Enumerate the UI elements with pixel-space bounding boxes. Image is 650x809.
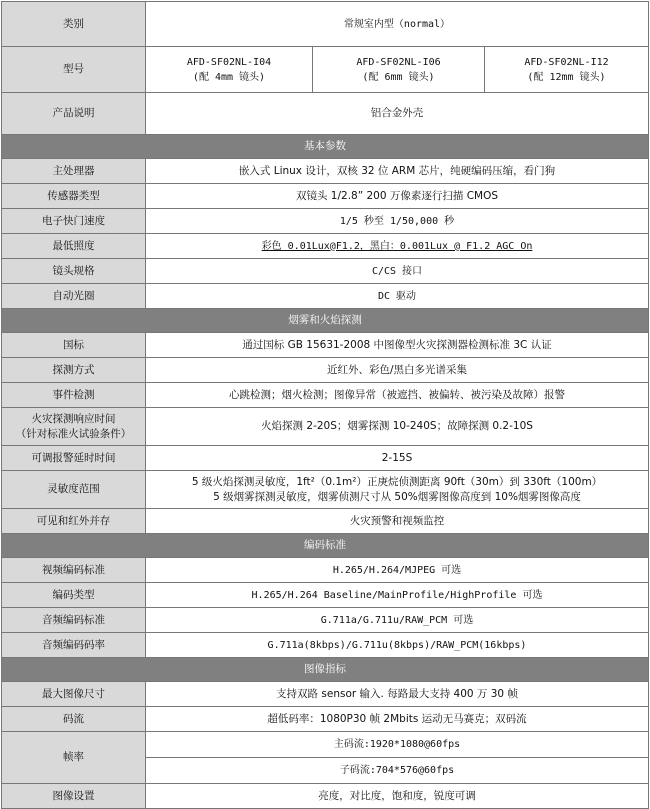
sensitivity-smoke: 5 级烟雾探测灵敏度，烟雾侦测尺寸从 50%烟雾图像高度到 10%烟雾图像高度 — [213, 490, 581, 503]
method-label: 探测方式 — [2, 358, 146, 383]
row-video-std — [2, 558, 649, 583]
processor-value: 嵌入式 Linux 设计，双核 32 位 ARM 芯片，纯硬编码压缩，看门狗 — [146, 159, 649, 184]
model-lens: (配 4mm 镜头) — [192, 71, 266, 83]
response-value: 火焰探测 2-20S；烟雾探测 10-240S；故障探测 0.2-10S — [146, 408, 649, 446]
response-label-line: 火灾探测响应时间 — [31, 412, 116, 425]
model-cell-1 — [146, 47, 313, 93]
model-name: AFD-SF02NL-I12 — [524, 56, 609, 68]
row-sensitivity — [2, 471, 649, 509]
sensor-value: 双镜头 1/2.8” 200 万像素逐行扫描 CMOS — [146, 184, 649, 209]
model-cell-3 — [485, 47, 649, 93]
model-lens: (配 6mm 镜头) — [362, 71, 435, 83]
sensitivity-flame: 5 级火焰探测灵敏度，1ft²（0.1m²）正庚烷侦测距离 90ft（30m）到 330ft（100m） — [191, 475, 603, 488]
row-method — [2, 358, 649, 383]
row-settings — [2, 784, 649, 809]
max-size-value: 支持双路 sensor 输入. 每路最大支持 400 万 30 帧 — [146, 682, 649, 707]
row-audio-std — [2, 608, 649, 633]
section-title: 图像指标 — [2, 658, 649, 682]
section-title: 编码标准 — [2, 534, 649, 558]
sensor-label: 传感器类型 — [2, 184, 146, 209]
framerate-sub: 子码流:704*576@60fps — [146, 758, 649, 784]
stream-label: 码流 — [2, 707, 146, 732]
category-label: 类别 — [2, 2, 146, 47]
section-title: 基本参数 — [2, 135, 649, 159]
lens-value: C/CS 接口 — [146, 259, 649, 284]
row-response — [2, 408, 649, 446]
row-coexist — [2, 509, 649, 534]
response-label — [2, 408, 146, 446]
stream-value: 超低码率：1080P30 帧 2Mbits 运动无马赛克；双码流 — [146, 707, 649, 732]
row-processor — [2, 159, 649, 184]
framerate-main: 主码流:1920*1080@60fps — [146, 732, 649, 758]
coexist-value: 火灾预警和视频监控 — [146, 509, 649, 534]
event-value: 心跳检测；烟火检测；图像异常（被遮挡、被偏转、被污染及故障）报警 — [146, 383, 649, 408]
model-lens: (配 12mm 镜头) — [527, 71, 606, 83]
iris-label: 自动光圈 — [2, 284, 146, 309]
section-basic — [2, 135, 649, 159]
desc-label: 产品说明 — [2, 93, 146, 135]
settings-value: 亮度，对比度，饱和度，锐度可调 — [146, 784, 649, 809]
row-illumination — [2, 234, 649, 259]
sensitivity-label: 灵敏度范围 — [2, 471, 146, 509]
row-enc-type — [2, 583, 649, 608]
enc-type-value: H.265/H.264 Baseline/MainProfile/HighProfile 可选 — [146, 583, 649, 608]
row-max-size — [2, 682, 649, 707]
row-event — [2, 383, 649, 408]
row-description — [2, 93, 649, 135]
response-label-note: （针对标准火试验条件） — [15, 427, 132, 440]
illumination-value: 彩色 0.01Lux@F1.2，黑白：0.001Lux @ F1.2 AGC On — [146, 234, 649, 259]
audio-rate-label: 音频编码码率 — [2, 633, 146, 658]
event-label: 事件检测 — [2, 383, 146, 408]
video-std-value: H.265/H.264/MJPEG 可选 — [146, 558, 649, 583]
audio-std-label: 音频编码标准 — [2, 608, 146, 633]
coexist-label: 可见和红外并存 — [2, 509, 146, 534]
standard-value: 通过国标 GB 15631-2008 中图像型火灾探测器检测标准 3C 认证 — [146, 333, 649, 358]
delay-label: 可调报警延时时间 — [2, 446, 146, 471]
category-value: 常规室内型（normal） — [146, 2, 649, 47]
section-encoding — [2, 534, 649, 558]
standard-label: 国标 — [2, 333, 146, 358]
row-sensor — [2, 184, 649, 209]
spec-table — [1, 1, 649, 809]
row-category — [2, 2, 649, 47]
shutter-value: 1/5 秒至 1/50,000 秒 — [146, 209, 649, 234]
method-value: 近红外、彩色/黑白多光谱采集 — [146, 358, 649, 383]
section-image — [2, 658, 649, 682]
row-standard — [2, 333, 649, 358]
shutter-label: 电子快门速度 — [2, 209, 146, 234]
model-name: AFD-SF02NL-I04 — [186, 56, 272, 68]
processor-label: 主处理器 — [2, 159, 146, 184]
row-iris — [2, 284, 649, 309]
illumination-label: 最低照度 — [2, 234, 146, 259]
framerate-label: 帧率 — [2, 732, 146, 784]
audio-rate-value: G.711a(8kbps)/G.711u(8kbps)/RAW_PCM(16kbps) — [146, 633, 649, 658]
row-framerate-main — [2, 732, 649, 758]
lens-label: 镜头规格 — [2, 259, 146, 284]
row-model — [2, 47, 649, 93]
row-stream — [2, 707, 649, 732]
enc-type-label: 编码类型 — [2, 583, 146, 608]
video-std-label: 视频编码标准 — [2, 558, 146, 583]
iris-value: DC 驱动 — [146, 284, 649, 309]
max-size-label: 最大图像尺寸 — [2, 682, 146, 707]
row-lens — [2, 259, 649, 284]
section-title: 烟雾和火焰探测 — [2, 309, 649, 333]
model-name: AFD-SF02NL-I06 — [356, 56, 441, 68]
desc-value: 铝合金外壳 — [146, 93, 649, 135]
row-shutter — [2, 209, 649, 234]
model-label: 型号 — [2, 47, 146, 93]
row-delay — [2, 446, 649, 471]
section-smoke — [2, 309, 649, 333]
model-cell-2 — [313, 47, 485, 93]
delay-value: 2-15S — [146, 446, 649, 471]
row-audio-rate — [2, 633, 649, 658]
audio-std-value: G.711a/G.711u/RAW_PCM 可选 — [146, 608, 649, 633]
sensitivity-value — [146, 471, 649, 509]
settings-label: 图像设置 — [2, 784, 146, 809]
